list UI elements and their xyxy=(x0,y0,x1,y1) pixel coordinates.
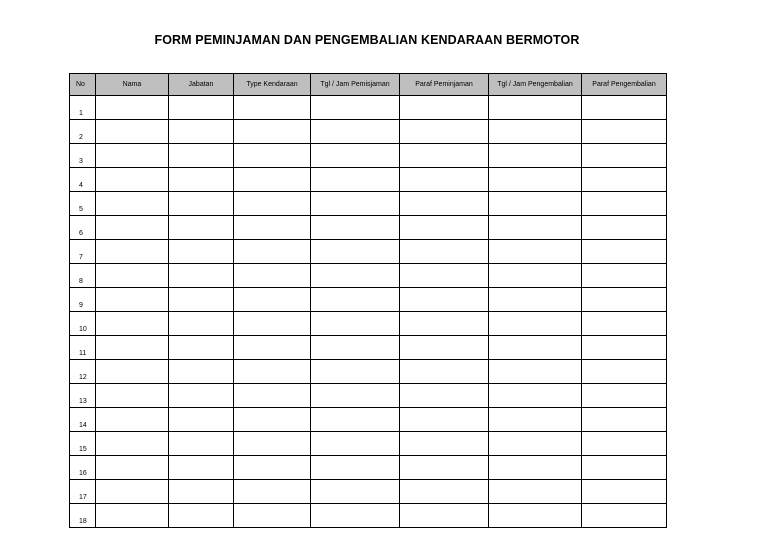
table-row xyxy=(70,360,667,384)
paraf-peminjaman-cell[interactable] xyxy=(400,504,489,528)
type-kendaraan-cell[interactable] xyxy=(234,192,311,216)
header-paraf-peminjaman: Paraf Peminjaman xyxy=(400,74,489,96)
nama-cell[interactable] xyxy=(96,504,169,528)
jabatan-cell[interactable] xyxy=(169,384,234,408)
table-row xyxy=(70,168,667,192)
header-type-kendaraan: Type Kendaraan xyxy=(234,74,311,96)
tgl-jam-pengembalian-cell[interactable] xyxy=(489,192,582,216)
type-kendaraan-cell[interactable] xyxy=(234,312,311,336)
header-nama: Nama xyxy=(96,74,169,96)
jabatan-cell[interactable] xyxy=(169,408,234,432)
tgl-jam-peminjaman-cell[interactable] xyxy=(311,240,400,264)
paraf-pengembalian-cell[interactable] xyxy=(582,240,667,264)
nama-cell[interactable] xyxy=(96,360,169,384)
paraf-pengembalian-cell[interactable] xyxy=(582,192,667,216)
tgl-jam-peminjaman-cell[interactable] xyxy=(311,96,400,120)
type-kendaraan-cell[interactable] xyxy=(234,144,311,168)
jabatan-cell[interactable] xyxy=(169,336,234,360)
type-kendaraan-cell[interactable] xyxy=(234,264,311,288)
paraf-pengembalian-cell[interactable] xyxy=(582,408,667,432)
table-row xyxy=(70,96,667,120)
tgl-jam-peminjaman-cell[interactable] xyxy=(311,288,400,312)
tgl-jam-peminjaman-cell[interactable] xyxy=(311,336,400,360)
jabatan-cell[interactable] xyxy=(169,216,234,240)
tgl-jam-pengembalian-cell[interactable] xyxy=(489,432,582,456)
paraf-pengembalian-cell[interactable] xyxy=(582,384,667,408)
paraf-pengembalian-cell[interactable] xyxy=(582,144,667,168)
tgl-jam-pengembalian-cell[interactable] xyxy=(489,504,582,528)
nama-cell[interactable] xyxy=(96,168,169,192)
paraf-peminjaman-cell[interactable] xyxy=(400,456,489,480)
paraf-pengembalian-cell[interactable] xyxy=(582,456,667,480)
row-number: 11 xyxy=(70,336,96,360)
nama-cell[interactable] xyxy=(96,264,169,288)
paraf-peminjaman-cell[interactable] xyxy=(400,120,489,144)
type-kendaraan-cell[interactable] xyxy=(234,168,311,192)
tgl-jam-peminjaman-cell[interactable] xyxy=(311,384,400,408)
paraf-pengembalian-cell[interactable] xyxy=(582,312,667,336)
form-table xyxy=(69,73,667,528)
jabatan-cell[interactable] xyxy=(169,192,234,216)
jabatan-cell[interactable] xyxy=(169,504,234,528)
row-number: 1 xyxy=(70,96,96,120)
type-kendaraan-cell[interactable] xyxy=(234,360,311,384)
paraf-peminjaman-cell[interactable] xyxy=(400,264,489,288)
row-number: 10 xyxy=(70,312,96,336)
tgl-jam-peminjaman-cell[interactable] xyxy=(311,360,400,384)
row-number: 12 xyxy=(70,360,96,384)
paraf-peminjaman-cell[interactable] xyxy=(400,312,489,336)
header-paraf-pengembalian: Paraf Pengembalian xyxy=(582,74,667,96)
jabatan-cell[interactable] xyxy=(169,312,234,336)
paraf-pengembalian-cell[interactable] xyxy=(582,216,667,240)
tgl-jam-peminjaman-cell[interactable] xyxy=(311,144,400,168)
paraf-peminjaman-cell[interactable] xyxy=(400,192,489,216)
row-number: 18 xyxy=(70,504,96,528)
type-kendaraan-cell[interactable] xyxy=(234,480,311,504)
row-number: 13 xyxy=(70,384,96,408)
table-row xyxy=(70,312,667,336)
jabatan-cell[interactable] xyxy=(169,480,234,504)
tgl-jam-pengembalian-cell[interactable] xyxy=(489,384,582,408)
tgl-jam-pengembalian-cell[interactable] xyxy=(489,360,582,384)
table-row xyxy=(70,240,667,264)
nama-cell[interactable] xyxy=(96,216,169,240)
table-body xyxy=(70,96,667,528)
tgl-jam-pengembalian-cell[interactable] xyxy=(489,312,582,336)
table-row xyxy=(70,336,667,360)
row-number: 7 xyxy=(70,240,96,264)
row-number: 15 xyxy=(70,432,96,456)
tgl-jam-pengembalian-cell[interactable] xyxy=(489,264,582,288)
tgl-jam-peminjaman-cell[interactable] xyxy=(311,504,400,528)
nama-cell[interactable] xyxy=(96,96,169,120)
header-jabatan: Jabatan xyxy=(169,74,234,96)
table-row xyxy=(70,288,667,312)
nama-cell[interactable] xyxy=(96,384,169,408)
table-row xyxy=(70,384,667,408)
jabatan-cell[interactable] xyxy=(169,144,234,168)
nama-cell[interactable] xyxy=(96,312,169,336)
type-kendaraan-cell[interactable] xyxy=(234,504,311,528)
nama-cell[interactable] xyxy=(96,432,169,456)
header-tgl-jam-peminjaman: Tgl / Jam Pemisjaman xyxy=(311,74,400,96)
tgl-jam-pengembalian-cell[interactable] xyxy=(489,144,582,168)
table-row xyxy=(70,144,667,168)
jabatan-cell[interactable] xyxy=(169,96,234,120)
paraf-pengembalian-cell[interactable] xyxy=(582,264,667,288)
tgl-jam-pengembalian-cell[interactable] xyxy=(489,288,582,312)
row-number: 2 xyxy=(70,120,96,144)
tgl-jam-peminjaman-cell[interactable] xyxy=(311,408,400,432)
header-no: No xyxy=(70,74,96,96)
jabatan-cell[interactable] xyxy=(169,120,234,144)
tgl-jam-peminjaman-cell[interactable] xyxy=(311,480,400,504)
tgl-jam-peminjaman-cell[interactable] xyxy=(311,312,400,336)
table-row xyxy=(70,408,667,432)
row-number: 3 xyxy=(70,144,96,168)
paraf-pengembalian-cell[interactable] xyxy=(582,168,667,192)
tgl-jam-pengembalian-cell[interactable] xyxy=(489,216,582,240)
type-kendaraan-cell[interactable] xyxy=(234,216,311,240)
nama-cell[interactable] xyxy=(96,120,169,144)
paraf-peminjaman-cell[interactable] xyxy=(400,480,489,504)
paraf-peminjaman-cell[interactable] xyxy=(400,144,489,168)
paraf-peminjaman-cell[interactable] xyxy=(400,408,489,432)
row-number: 16 xyxy=(70,456,96,480)
paraf-peminjaman-cell[interactable] xyxy=(400,96,489,120)
type-kendaraan-cell[interactable] xyxy=(234,408,311,432)
table-row xyxy=(70,432,667,456)
tgl-jam-pengembalian-cell[interactable] xyxy=(489,168,582,192)
row-number: 8 xyxy=(70,264,96,288)
jabatan-cell[interactable] xyxy=(169,264,234,288)
paraf-peminjaman-cell[interactable] xyxy=(400,240,489,264)
type-kendaraan-cell[interactable] xyxy=(234,384,311,408)
tgl-jam-peminjaman-cell[interactable] xyxy=(311,120,400,144)
type-kendaraan-cell[interactable] xyxy=(234,240,311,264)
paraf-peminjaman-cell[interactable] xyxy=(400,288,489,312)
tgl-jam-pengembalian-cell[interactable] xyxy=(489,120,582,144)
header-tgl-jam-pengembalian: Tgl / Jam Pengembalian xyxy=(489,74,582,96)
nama-cell[interactable] xyxy=(96,336,169,360)
paraf-peminjaman-cell[interactable] xyxy=(400,216,489,240)
paraf-pengembalian-cell[interactable] xyxy=(582,480,667,504)
paraf-peminjaman-cell[interactable] xyxy=(400,432,489,456)
tgl-jam-pengembalian-cell[interactable] xyxy=(489,336,582,360)
nama-cell[interactable] xyxy=(96,288,169,312)
row-number: 4 xyxy=(70,168,96,192)
jabatan-cell[interactable] xyxy=(169,240,234,264)
paraf-pengembalian-cell[interactable] xyxy=(582,504,667,528)
nama-cell[interactable] xyxy=(96,192,169,216)
form-title: FORM PEMINJAMAN DAN PENGEMBALIAN KENDARAAN BERMOTOR xyxy=(154,33,580,47)
paraf-pengembalian-cell[interactable] xyxy=(582,336,667,360)
tgl-jam-peminjaman-cell[interactable] xyxy=(311,216,400,240)
paraf-pengembalian-cell[interactable] xyxy=(582,360,667,384)
table-row xyxy=(70,456,667,480)
nama-cell[interactable] xyxy=(96,144,169,168)
paraf-pengembalian-cell[interactable] xyxy=(582,288,667,312)
tgl-jam-peminjaman-cell[interactable] xyxy=(311,168,400,192)
tgl-jam-peminjaman-cell[interactable] xyxy=(311,432,400,456)
jabatan-cell[interactable] xyxy=(169,456,234,480)
tgl-jam-pengembalian-cell[interactable] xyxy=(489,480,582,504)
paraf-peminjaman-cell[interactable] xyxy=(400,168,489,192)
row-number: 9 xyxy=(70,288,96,312)
row-number: 17 xyxy=(70,480,96,504)
tgl-jam-pengembalian-cell[interactable] xyxy=(489,456,582,480)
paraf-pengembalian-cell[interactable] xyxy=(582,432,667,456)
nama-cell[interactable] xyxy=(96,480,169,504)
jabatan-cell[interactable] xyxy=(169,288,234,312)
table-row xyxy=(70,264,667,288)
nama-cell[interactable] xyxy=(96,408,169,432)
type-kendaraan-cell[interactable] xyxy=(234,96,311,120)
jabatan-cell[interactable] xyxy=(169,360,234,384)
jabatan-cell[interactable] xyxy=(169,168,234,192)
table-row xyxy=(70,480,667,504)
jabatan-cell[interactable] xyxy=(169,432,234,456)
paraf-pengembalian-cell[interactable] xyxy=(582,120,667,144)
type-kendaraan-cell[interactable] xyxy=(234,456,311,480)
table-header-row xyxy=(70,74,667,96)
type-kendaraan-cell[interactable] xyxy=(234,288,311,312)
row-number: 5 xyxy=(70,192,96,216)
row-number: 14 xyxy=(70,408,96,432)
paraf-peminjaman-cell[interactable] xyxy=(400,336,489,360)
type-kendaraan-cell[interactable] xyxy=(234,120,311,144)
paraf-peminjaman-cell[interactable] xyxy=(400,384,489,408)
table-row xyxy=(70,192,667,216)
type-kendaraan-cell[interactable] xyxy=(234,336,311,360)
table-row xyxy=(70,504,667,528)
paraf-peminjaman-cell[interactable] xyxy=(400,360,489,384)
paraf-pengembalian-cell[interactable] xyxy=(582,96,667,120)
nama-cell[interactable] xyxy=(96,240,169,264)
tgl-jam-peminjaman-cell[interactable] xyxy=(311,192,400,216)
tgl-jam-pengembalian-cell[interactable] xyxy=(489,240,582,264)
table-row xyxy=(70,216,667,240)
tgl-jam-pengembalian-cell[interactable] xyxy=(489,96,582,120)
tgl-jam-peminjaman-cell[interactable] xyxy=(311,456,400,480)
row-number: 6 xyxy=(70,216,96,240)
tgl-jam-peminjaman-cell[interactable] xyxy=(311,264,400,288)
tgl-jam-pengembalian-cell[interactable] xyxy=(489,408,582,432)
type-kendaraan-cell[interactable] xyxy=(234,432,311,456)
nama-cell[interactable] xyxy=(96,456,169,480)
table-row xyxy=(70,120,667,144)
